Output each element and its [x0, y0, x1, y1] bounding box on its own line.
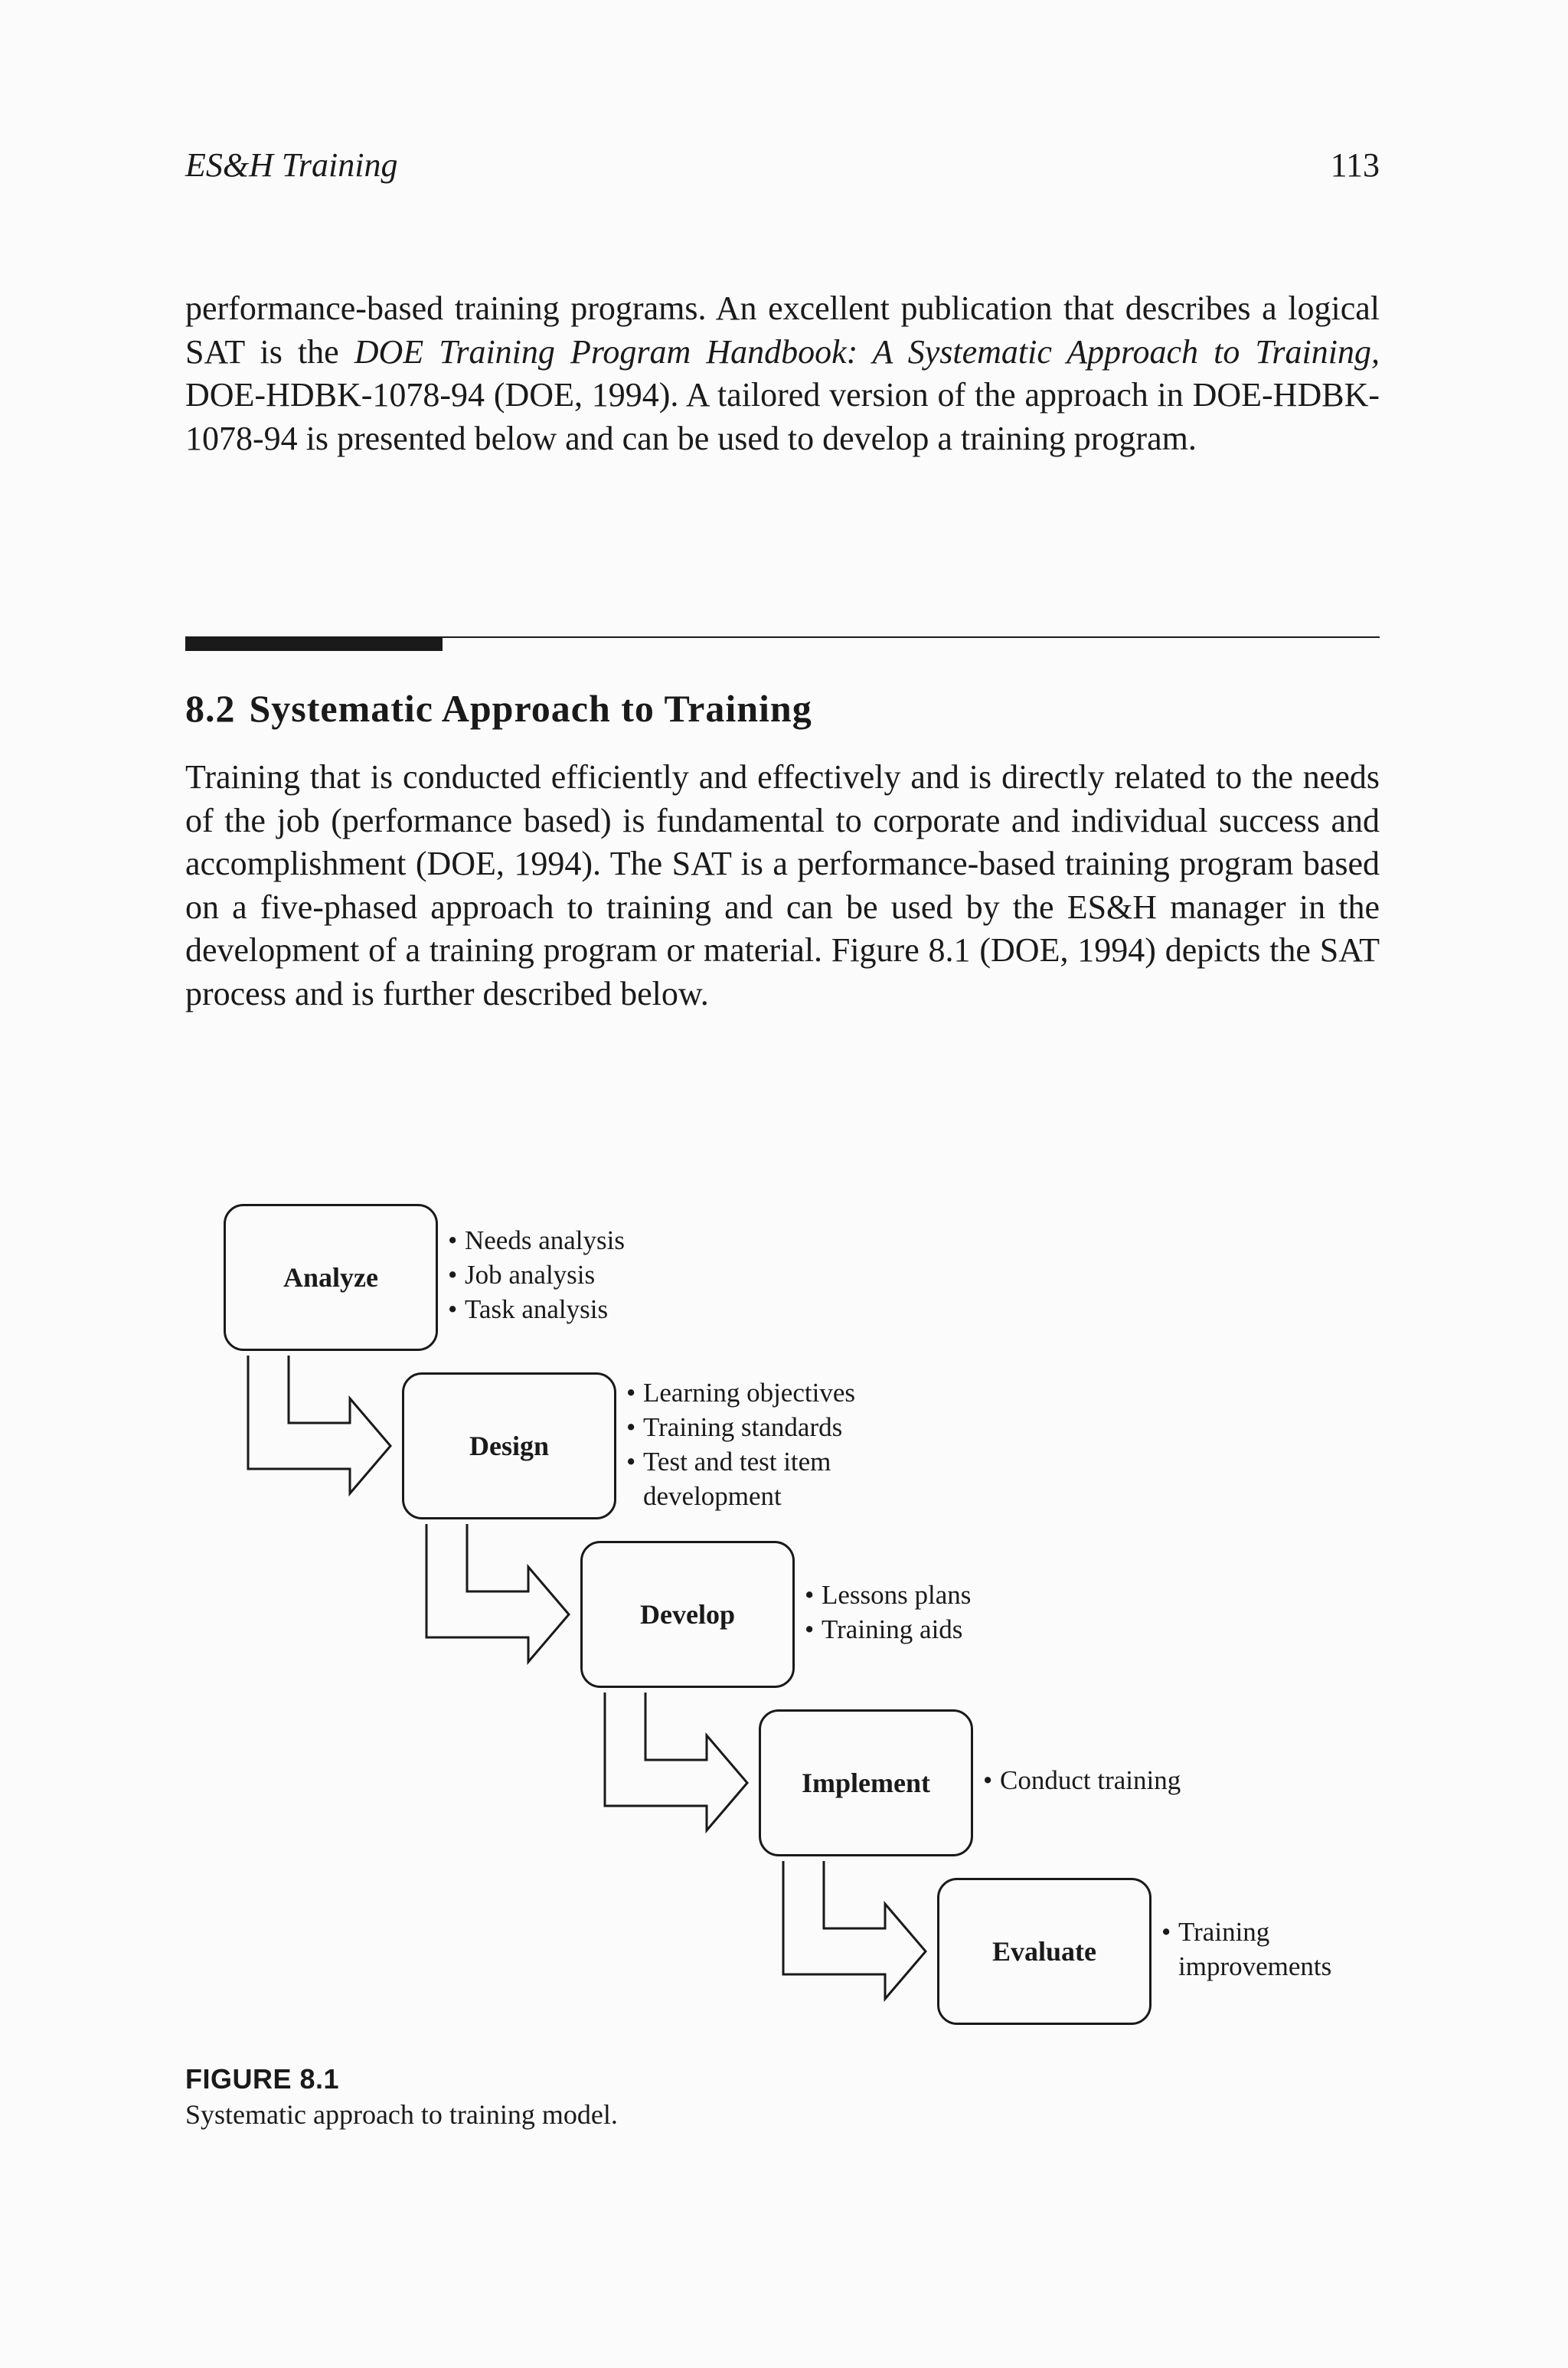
page-number: 113 [1330, 146, 1380, 184]
phase-box-develop: Develop [580, 1541, 795, 1688]
body-paragraph: Training that is conducted efficiently and effectively and is directly related to the needs of the job (performance based) is fundamental to corporate and individual success and accomplishment (DOE, 1994). The SAT is a performance-based training program based on a five-phased approach to training and can be used by the ES&H manager in the development of a training program or material. Figure 8.1 (DOE, 1994) depicts the SAT process and is further described below. [185, 758, 1380, 1012]
bullet-item: • Training aids [805, 1612, 971, 1647]
arrow-analyze-to-design [248, 1356, 390, 1493]
running-title: ES&H Training [185, 146, 398, 184]
bullet-item: • Lessons plans [805, 1578, 971, 1612]
figure-caption-label: FIGURE 8.1 [185, 2063, 340, 2095]
section-heading [185, 686, 812, 731]
bullet-item: • Training improvements [1161, 1915, 1361, 1984]
phase-bullets-evaluate [1161, 1915, 1361, 1984]
phase-box-evaluate: Evaluate [937, 1878, 1152, 2025]
bullet-item: • Training standards [626, 1410, 917, 1444]
section-title: Systematic Approach to Training [249, 687, 812, 730]
figure-caption [185, 2062, 618, 2132]
arrow-develop-to-implement [605, 1693, 747, 1830]
intro-paragraph-text-1: performance-based training programs. An excellent publication that describes a logical SAT is the [185, 289, 1380, 371]
phase-bullets-implement [983, 1763, 1181, 1797]
arrow-implement-to-evaluate [783, 1861, 926, 1999]
bullet-item: • Test and test item development [626, 1444, 917, 1513]
phase-bullets-analyze [448, 1223, 625, 1326]
bullet-item: • Learning objectives [626, 1375, 917, 1410]
section-rule-accent [185, 636, 443, 651]
handbook-title: DOE Training Program Handbook: A Systematic Approach to Training, [354, 332, 1380, 371]
section-number: 8.2 [185, 687, 236, 730]
arrow-design-to-develop [426, 1524, 569, 1662]
bullet-item: • Conduct training [983, 1763, 1181, 1797]
intro-paragraph-text-2: DOE-HDBK-1078-94 (DOE, 1994). A tailored version of the approach in DOE-HDBK-1078-94 is presented below and can be used to develop a training program. [185, 376, 1380, 457]
phase-bullets-develop [805, 1578, 971, 1647]
figure-caption-text: Systematic approach to training model. [185, 2099, 618, 2130]
bullet-item: • Job analysis [448, 1258, 625, 1292]
intro-paragraph [185, 287, 1380, 460]
phase-bullets-design [626, 1375, 917, 1513]
phase-box-design: Design [402, 1372, 616, 1519]
page-header [185, 146, 1380, 195]
bullet-item: • Task analysis [448, 1292, 625, 1326]
phase-box-analyze: Analyze [224, 1204, 438, 1351]
phase-box-implement: Implement [759, 1709, 973, 1856]
bullet-item: • Needs analysis [448, 1223, 625, 1258]
